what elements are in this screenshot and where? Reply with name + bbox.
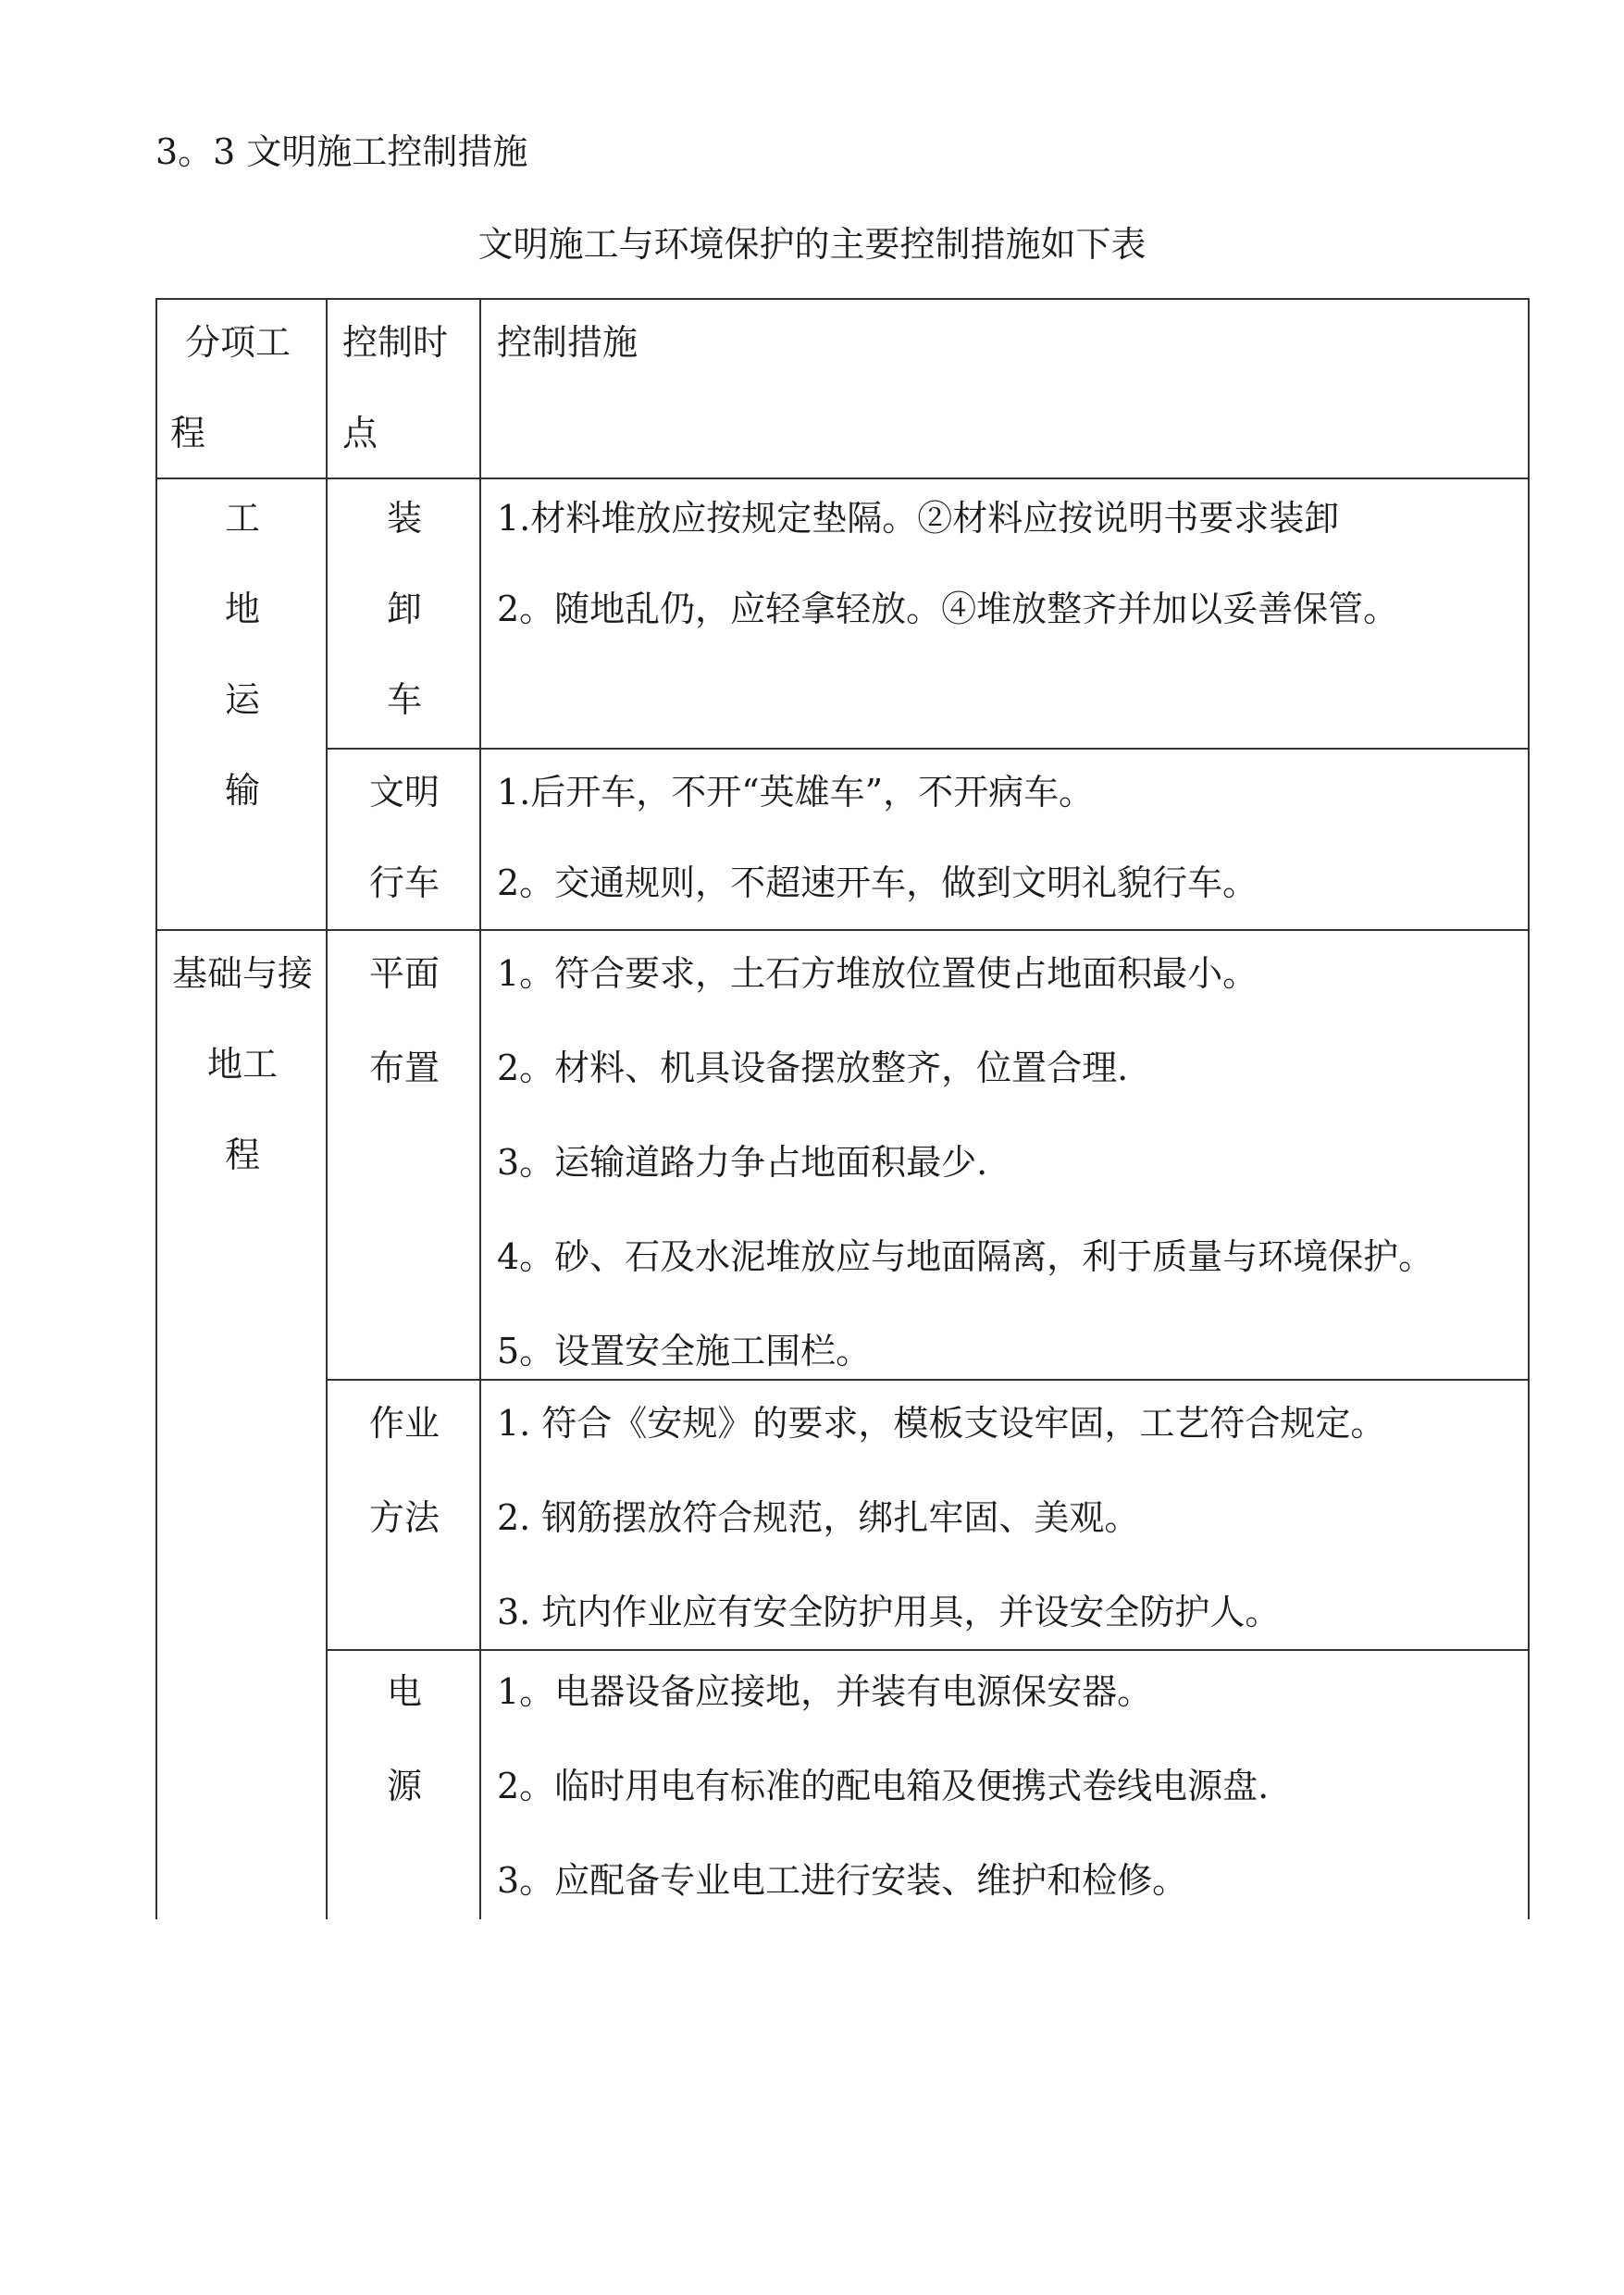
section-title: 3。3 文明施工控制措施 (155, 131, 528, 172)
table-rule (155, 929, 1530, 931)
header-item-column: 分项工 程 (170, 322, 291, 453)
group-name-foundation-grounding: 基础与接 地工 程 (171, 953, 313, 1175)
table-rule (155, 298, 157, 1919)
header-measures-column: 控制措施 (497, 322, 638, 363)
table-rule (479, 298, 481, 1919)
control-point-driving: 文明 行车 (368, 772, 440, 903)
table-caption: 文明施工与环境保护的主要控制措施如下表 (477, 224, 1147, 265)
control-point-layout: 平面 布置 (368, 953, 440, 1088)
table-rule (328, 1379, 1530, 1381)
table-rule (328, 748, 1530, 750)
measures-methods: 1. 符合《安规》的要求，模板支设牢固，工艺符合规定。 2. 钢筋摆放符合规范，绑扎牢固、美观。 3. 坑内作业应有安全防护用具，并设安全防护人。 (497, 1403, 1386, 1632)
control-point-loading: 装 卸 车 (386, 498, 422, 720)
measures-power: 1。电器设备应接地，并装有电源保安器。 2。临时用电有标准的配电箱及便携式卷线电源盘. 3。应配备专业电工进行安装、维护和检修。 (497, 1671, 1270, 1901)
table-rule (326, 298, 328, 1919)
table-rule (1528, 298, 1530, 1919)
table-rule (155, 478, 1530, 479)
measures-driving: 1.后开车，不开“英雄车”，不开病车。 2。交通规则，不超速开车，做到文明礼貌行车。 (497, 772, 1258, 903)
table-rule (155, 298, 1530, 300)
table-rule (328, 1649, 1530, 1651)
group-name-site-transport: 工 地 运 输 (224, 498, 260, 811)
measures-layout: 1。符合要求，土石方堆放位置使占地面积最小。 2。材料、机具设备摆放整齐，位置合理. 3。运输道路力争占地面积最少. 4。砂、石及水泥堆放应与地面隔离，利于质量与环境保护。 5。设置安全施工围栏。 (497, 953, 1434, 1371)
header-control-point-column: 控制时 点 (342, 322, 449, 453)
control-point-methods: 作业 方法 (368, 1403, 440, 1538)
control-point-power: 电 源 (386, 1671, 422, 1806)
measures-loading: 1.材料堆放应按规定垫隔。②材料应按说明书要求装卸 2。随地乱仍，应轻拿轻放。④堆放整齐并加以妥善保管。 (497, 498, 1399, 629)
